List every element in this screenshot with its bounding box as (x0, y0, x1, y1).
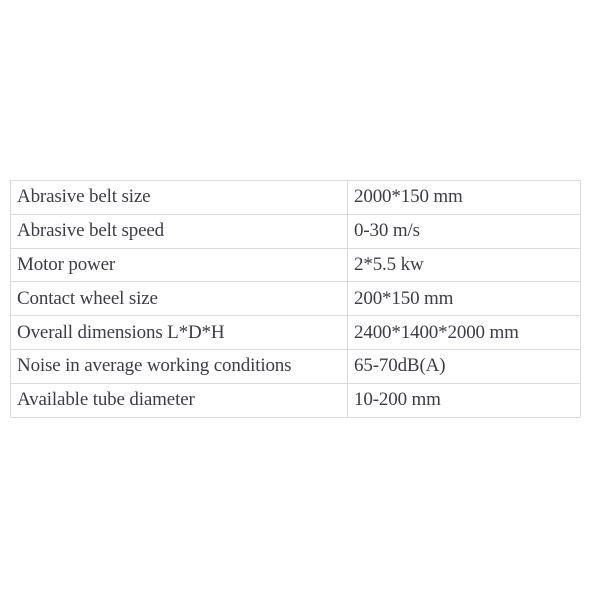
spec-parameter-label: Contact wheel size (11, 282, 348, 316)
spec-parameter-value: 200*150 mm (348, 282, 581, 316)
spec-parameter-label: Noise in average working conditions (11, 349, 348, 383)
spec-parameter-value: 0-30 m/s (348, 214, 581, 248)
table-row (11, 349, 581, 383)
spec-parameter-value: 2*5.5 kw (348, 248, 581, 282)
table-body (11, 181, 581, 418)
spec-parameter-value: 65-70dB(A) (348, 349, 581, 383)
machine-specification-table (10, 180, 581, 418)
table-row (11, 316, 581, 350)
spec-parameter-label: Motor power (11, 248, 348, 282)
spec-parameter-value: 2000*150 mm (348, 181, 581, 215)
spec-parameter-value: 10-200 mm (348, 383, 581, 417)
spec-parameter-label: Abrasive belt size (11, 181, 348, 215)
table-row (11, 282, 581, 316)
table-row (11, 248, 581, 282)
spec-parameter-value: 2400*1400*2000 mm (348, 316, 581, 350)
specification-table-container (10, 180, 580, 418)
table-row (11, 181, 581, 215)
spec-parameter-label: Available tube diameter (11, 383, 348, 417)
table-row (11, 383, 581, 417)
spec-parameter-label: Abrasive belt speed (11, 214, 348, 248)
table-row (11, 214, 581, 248)
spec-parameter-label: Overall dimensions L*D*H (11, 316, 348, 350)
